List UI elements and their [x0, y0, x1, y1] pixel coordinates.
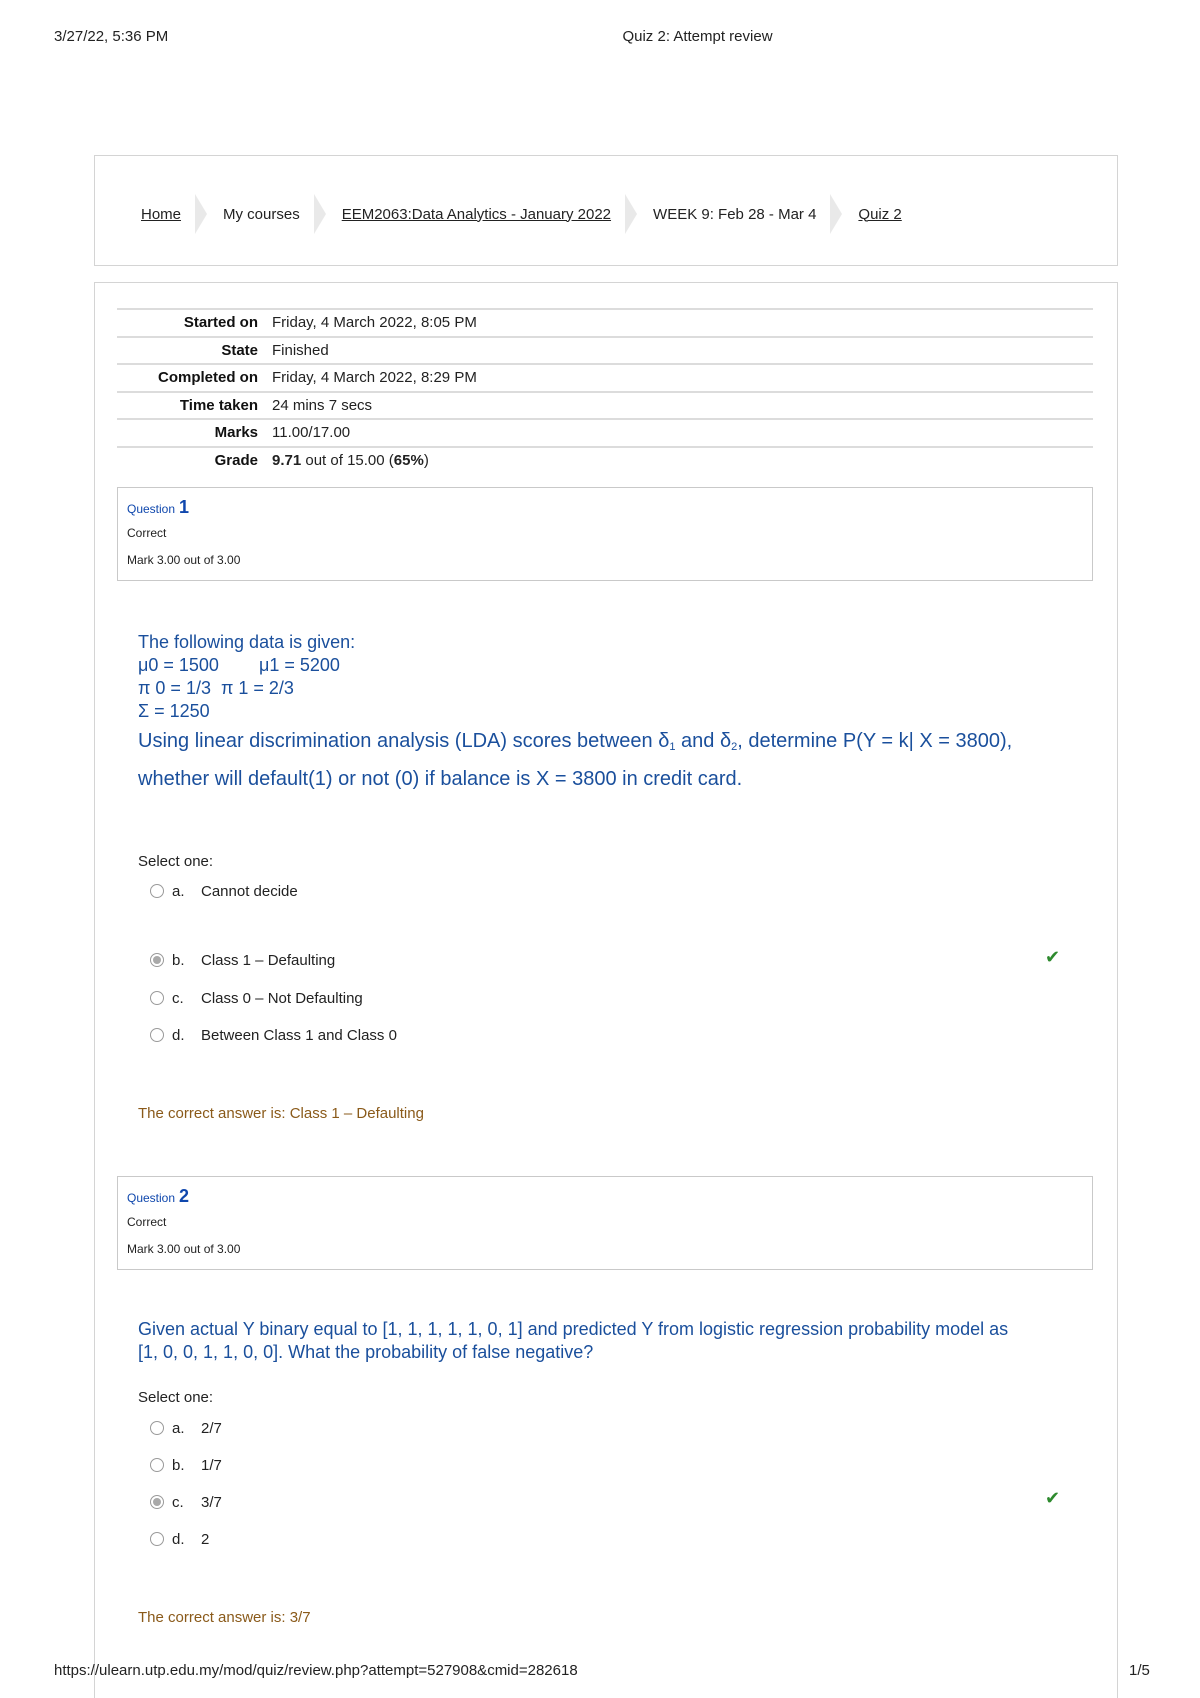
q1-correct-answer-feedback: The correct answer is: Class 1 – Defaulting: [138, 1105, 424, 1122]
question-text-part: Using linear discrimination analysis (LDA) scores between δ: [138, 730, 670, 752]
question-label: Question: [127, 1191, 176, 1205]
option-text: Class 1 – Defaulting: [201, 951, 336, 969]
breadcrumb-separator: [314, 194, 326, 234]
radio-button-checked[interactable]: [150, 1495, 164, 1509]
q2-option-b[interactable]: [150, 1455, 1050, 1475]
breadcrumb-link-home[interactable]: Home: [141, 205, 182, 223]
option-letter: d.: [172, 1026, 185, 1044]
select-one-label: Select one:: [138, 853, 214, 870]
breadcrumb-item-my-courses: [223, 194, 342, 234]
question-text-line: [138, 725, 1012, 763]
correct-check-icon: ✔: [1045, 947, 1061, 967]
option-text: 2: [201, 1530, 210, 1548]
grade-percent: 65%: [393, 452, 424, 470]
q1-option-a[interactable]: [150, 881, 1050, 901]
question-text-line: μ0 = 1500 μ1 = 5200: [138, 655, 340, 675]
question-2-info: [117, 1176, 1093, 1270]
breadcrumb-link-course[interactable]: EEM2063:Data Analytics - January 2022: [341, 205, 612, 223]
summary-key: Started on: [183, 314, 258, 332]
attempt-summary-table: [117, 308, 1093, 474]
summary-key: Completed on: [158, 369, 258, 387]
breadcrumb-separator: [625, 194, 637, 234]
breadcrumb-separator: [195, 194, 207, 234]
summary-value: Finished: [272, 341, 329, 359]
question-text-subscript: 1: [669, 741, 676, 753]
option-text: Class 0 – Not Defaulting: [201, 989, 363, 1007]
breadcrumb-link-quiz[interactable]: Quiz 2: [858, 205, 902, 223]
summary-row-started: [117, 309, 1093, 337]
print-header: [0, 28, 1200, 48]
option-letter: a.: [172, 882, 185, 900]
print-page-title-text: Quiz 2: Attempt review: [622, 28, 773, 45]
summary-row-grade: [117, 447, 1093, 475]
question-state: Correct: [127, 526, 167, 540]
option-letter: c.: [172, 1493, 184, 1511]
question-text-line: Σ = 1250: [138, 701, 210, 721]
summary-value: 11.00/17.00: [272, 424, 351, 442]
correct-check-icon: ✔: [1045, 1488, 1061, 1508]
question-text-part: , determine P(Y = k| X = 3800),: [737, 730, 1013, 752]
question-number: [127, 497, 189, 518]
radio-button[interactable]: [150, 1421, 164, 1435]
q2-option-a[interactable]: [150, 1418, 1050, 1438]
question-text-subscript: 2: [731, 741, 738, 753]
summary-key: Grade: [214, 452, 258, 470]
summary-row-completed: [117, 364, 1093, 392]
q1-option-b[interactable]: [150, 950, 1050, 970]
question-2-text: [138, 1318, 1008, 1364]
summary-row-state: [117, 337, 1093, 365]
option-text: Cannot decide: [201, 882, 298, 900]
grade-close: ): [423, 452, 429, 470]
radio-button[interactable]: [150, 1028, 164, 1042]
q2-correct-answer-feedback: The correct answer is: 3/7: [138, 1609, 311, 1626]
question-mark: Mark 3.00 out of 3.00: [127, 1242, 241, 1256]
radio-button-checked[interactable]: [150, 953, 164, 967]
breadcrumb-item-quiz[interactable]: [858, 194, 901, 234]
radio-button[interactable]: [150, 991, 164, 1005]
question-number: [127, 1186, 189, 1207]
grade-value: [272, 447, 1093, 475]
question-text-line: π 0 = 1/3 π 1 = 2/3: [138, 678, 294, 698]
grade-out-of: out of 15.00 (: [301, 452, 394, 470]
option-letter: b.: [172, 951, 185, 969]
breadcrumb-label-my-courses: My courses: [223, 205, 300, 223]
radio-button[interactable]: [150, 884, 164, 898]
q2-option-d[interactable]: [150, 1529, 1050, 1549]
breadcrumb-item-week: [653, 194, 858, 234]
question-number-value: 1: [179, 497, 190, 517]
summary-value: 24 mins 7 secs: [272, 396, 373, 414]
radio-button[interactable]: [150, 1532, 164, 1546]
option-letter: d.: [172, 1530, 185, 1548]
print-page-title: [0, 28, 1200, 45]
option-text: 2/7: [201, 1419, 222, 1437]
option-text: Between Class 1 and Class 0: [201, 1026, 397, 1044]
option-text: 1/7: [201, 1456, 222, 1474]
breadcrumb-separator: [830, 194, 842, 234]
question-mark: Mark 3.00 out of 3.00: [127, 553, 241, 567]
grade-score: 9.71: [272, 452, 302, 470]
question-text-line: whether will default(1) or not (0) if balance is X = 3800 in credit card.: [138, 768, 743, 790]
print-url: https://ulearn.utp.edu.my/mod/quiz/review.php?attempt=527908&cmid=282618: [54, 1662, 578, 1679]
breadcrumb-item-course[interactable]: [342, 194, 653, 234]
question-1-info: [117, 487, 1093, 581]
question-text-line: Given actual Y binary equal to [1, 1, 1, 1, 1, 0, 1] and predicted Y from logistic regression probability model as: [138, 1319, 1009, 1339]
summary-value: Friday, 4 March 2022, 8:29 PM: [272, 369, 477, 387]
q1-option-c[interactable]: [150, 988, 1050, 1008]
breadcrumb: [141, 202, 902, 226]
print-page-number: 1/5: [1129, 1662, 1150, 1679]
breadcrumb-item-home[interactable]: [141, 194, 223, 234]
option-letter: b.: [172, 1456, 185, 1474]
question-text-line: The following data is given:: [138, 632, 356, 652]
option-text: 3/7: [201, 1493, 222, 1511]
summary-row-marks: [117, 419, 1093, 447]
attempt-review-region: [94, 282, 1118, 1698]
q2-option-c[interactable]: [150, 1492, 1050, 1512]
select-one-label: Select one:: [138, 1389, 214, 1406]
breadcrumb-label-week: WEEK 9: Feb 28 - Mar 4: [653, 205, 817, 223]
summary-key: Marks: [214, 424, 258, 442]
summary-value: Friday, 4 March 2022, 8:05 PM: [272, 314, 477, 332]
question-state: Correct: [127, 1215, 167, 1229]
option-letter: a.: [172, 1419, 185, 1437]
question-text-part: and δ: [675, 730, 732, 752]
question-label: Question: [127, 502, 176, 516]
question-text-line: [1, 0, 0, 1, 1, 0, 0]. What the probability of false negative?: [138, 1342, 594, 1362]
summary-key: Time taken: [179, 396, 258, 414]
q1-option-d[interactable]: [150, 1025, 1050, 1045]
print-datetime: 3/27/22, 5:36 PM: [54, 28, 169, 45]
breadcrumb-container: [94, 155, 1118, 266]
question-number-value: 2: [179, 1186, 190, 1206]
radio-button[interactable]: [150, 1458, 164, 1472]
summary-row-time-taken: [117, 392, 1093, 420]
summary-key: State: [221, 341, 258, 359]
question-1-text: [138, 631, 1012, 795]
option-letter: c.: [172, 989, 184, 1007]
